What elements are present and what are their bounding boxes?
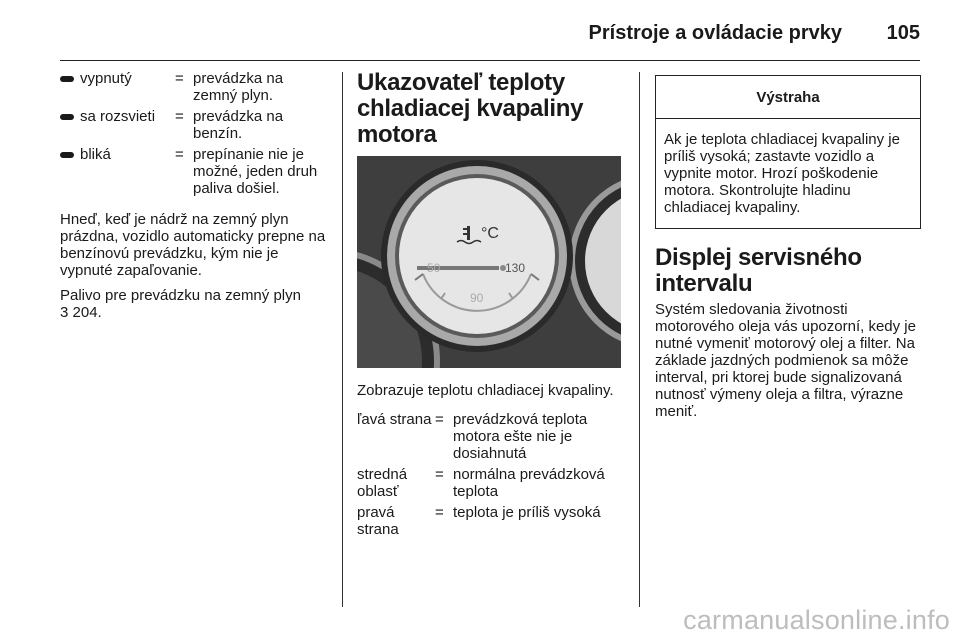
definition-term: sa rozsvieti [80,108,156,125]
gauge-tick-low: 50 [427,261,441,275]
definition-row [357,411,627,462]
paragraph-service-interval: Systém sledovania životnosti motorového oleja vás upozorní, kedy je nutné vymeniť motorový olej a filter. Na základe jazdných podmienok sa môže interval, pri ktorej bude signalizovaná nutnosť výmeny oleja a filtra, výrazne meniť. [655,301,916,420]
indicator-lamp-icon [60,152,74,158]
column-left [60,70,330,321]
definition-row [60,70,330,104]
warning-text: Ak je teplota chladiacej kvapaliny je príliš vysoká; zastavte vozidlo a vypnite motor. Hrozí poškodenie motora. Skontrolujte hladinu chladiacej kvapaliny. [664,131,900,216]
equals-sign: = [435,466,444,483]
definition-term: vypnutý [80,70,132,87]
indicator-lamp-icon [60,76,74,82]
definition-term: stredná oblasť [357,466,408,500]
definition-description: teplota je príliš vysoká [453,504,601,521]
definition-term: ľavá strana [357,411,432,428]
coolant-gauge-illustration [357,156,621,368]
watermark: carmanualsonline.info [683,605,950,635]
page-header [60,10,920,61]
gauge-tick-high: 130 [505,261,526,275]
warning-box [655,75,921,229]
paragraph-fuel-reference [60,287,330,321]
definition-description: prevádzková teplota motora ešte nie je dosiahnutá [453,411,588,462]
gauge-unit-label: °C [481,225,499,242]
definition-term: bliká [80,146,111,163]
page-reference-link[interactable]: 3 204. [60,304,102,321]
gauge-svg [357,156,621,368]
equals-sign: = [175,108,184,125]
definition-description: normálna prevádzková teplota [453,466,605,500]
equals-sign: = [175,146,184,163]
indicator-lamp-icon [60,114,74,120]
definition-row [60,146,330,197]
section-title: Prístroje a ovládacie prvky [588,22,842,44]
definition-description: prevádzka na benzín. [193,108,284,142]
section-heading-service: Displej servisného intervalu [655,244,862,297]
page-number: 105 [886,22,920,44]
indicator-state-list [60,70,330,197]
column-right [655,70,921,420]
section-heading-coolant: Ukazovateľ teploty chladiacej kvapaliny motora [357,69,584,148]
equals-sign: = [175,70,184,87]
equals-sign: = [435,411,444,428]
gauge-tick-mid: 90 [470,291,484,305]
equals-sign: = [435,504,444,521]
definition-row [357,504,627,538]
column-divider-left [342,72,343,607]
definition-row [357,466,627,500]
definition-row [60,108,330,142]
definition-description: prevádzka na zemný plyn. [193,70,284,104]
warning-title: Výstraha [656,76,920,119]
gauge-zone-list [357,411,627,538]
column-middle [357,70,627,542]
definition-description: prepínanie nie je možné, jeden druh paliva došiel. [193,146,318,197]
definition-term: pravá strana [357,504,399,538]
column-divider-right [639,72,640,607]
gauge-caption: Zobrazuje teplotu chladiacej kvapaliny. [357,382,614,399]
paragraph-gas-empty: Hneď, keď je nádrž na zemný plyn prázdna, vozidlo automaticky prepne na benzínovú prevádzku, kým nie je vypnuté zapaľovanie. [60,211,326,279]
paragraph-text: Palivo pre prevádzku na zemný plyn [60,287,301,304]
